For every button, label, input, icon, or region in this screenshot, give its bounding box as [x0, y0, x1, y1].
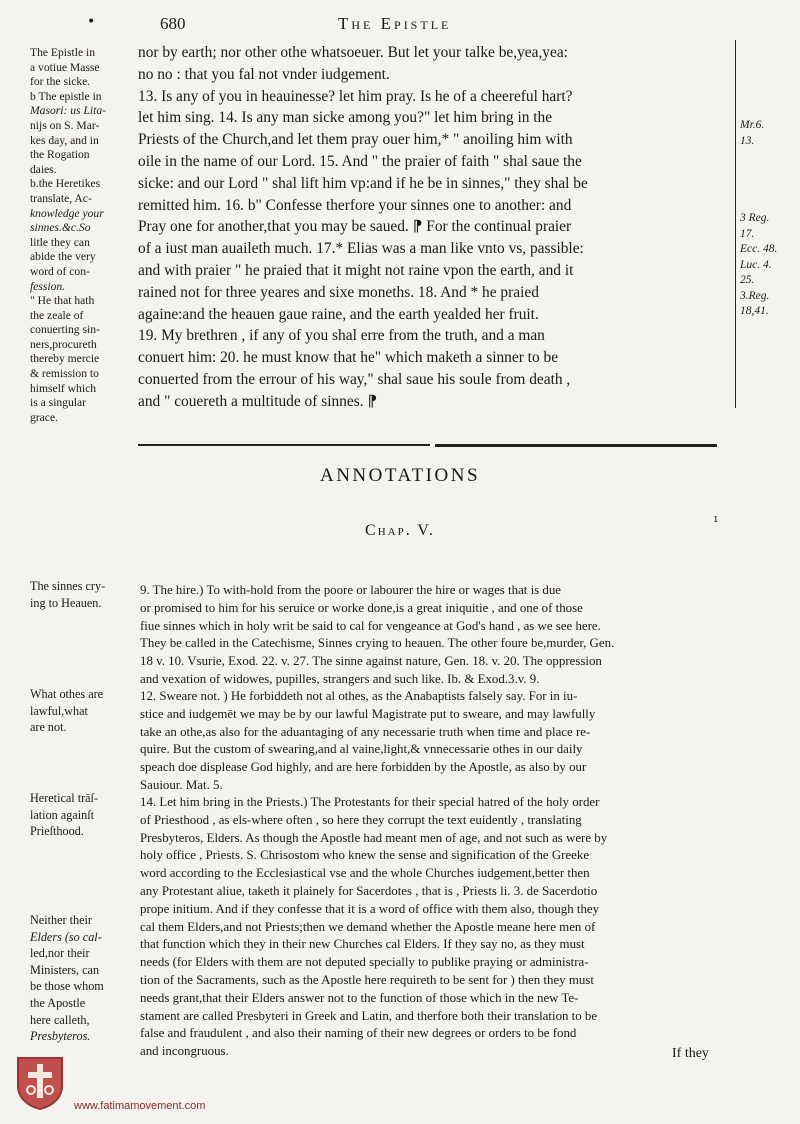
annotation-line: 12. Sweare not. ) He forbiddeth not al othes, as the Anabaptists falsely say. For in iu- [140, 689, 578, 703]
annotation-line: tion of the Sacraments, such as the Apostle here requireth to be sent for ) then they must [140, 972, 594, 987]
reference-line [740, 165, 796, 181]
annotation-line: or promised to him for his seruice or worke done,is a great iniquitie , and one of those [140, 600, 583, 615]
annotations-title: ANNOTATIONS [319, 465, 481, 486]
reference-line: 18,41. [740, 305, 769, 317]
margin-note-line: ing to Heauen. [30, 595, 102, 610]
margin-note-othes [30, 686, 138, 736]
margin-note-line: here calleth, [30, 1012, 90, 1027]
reference-line: 3.Reg. [740, 289, 770, 302]
annotation-line: word according to the Ecclesiastical vse and the whole Churches iudgement,better then [140, 866, 590, 881]
text-line: 13. Is any of you in heauinesse? let him pray. Is he of a cheereful hart? [138, 87, 573, 105]
annotation-line: Sauiour. Mat. 5. [140, 777, 223, 792]
page-number: 680 [160, 14, 186, 33]
running-head: The Epistle [338, 14, 452, 33]
annotation-line: that function which they in their new Churches cal Elders. If they say no, as they must [140, 937, 585, 952]
margin-note-line: Heretical trāſ- [30, 791, 99, 805]
footer-url: www.fatimamovement.com [74, 1100, 206, 1112]
separator-rule [435, 444, 717, 447]
margin-note-line: a votiue Masse [30, 60, 100, 74]
print-mark: ı [714, 512, 718, 525]
margin-note-line: Prieſthood. [30, 824, 84, 839]
margin-note-line: nijs on S. Mar- [30, 118, 100, 132]
margin-note-line: knowledge your [30, 206, 104, 220]
margin-note-line: " He that hath [30, 294, 95, 308]
margin-note-line: & remission to [30, 367, 99, 381]
text-line: let him sing. 14. Is any man sicke among you?" let him bring in the [138, 109, 553, 127]
margin-note-line: Elders (so cal- [30, 929, 102, 944]
annotation-line: quire. But the custom of swearing,and al vaine,light,& vnnecessarie othes in our daily [140, 742, 583, 757]
annotation-line: 9. The hire.) To with-hold from the poore or labourer the hire or wages that is due [140, 583, 562, 597]
margin-note-line: translate, Ac- [30, 191, 92, 205]
text-line: no no : that you fal not vnder iudgement. [138, 65, 390, 83]
reference-line: 3 Reg. [740, 212, 770, 224]
annotation-line: and incongruous. [140, 1044, 229, 1059]
margin-note-line: conuerting sin- [30, 323, 100, 337]
annotation-line: Presbyteros, Elders. As though the Apostle had meant men of age, and not such as were by [140, 830, 608, 845]
annotation-line: 14. Let him bring in the Priests.) The Protestants for their special hatred of the holy order [140, 795, 600, 809]
annotation-line: stice and iudgemēt we may be by our lawful Magistrate put to sweare, and may lawfully [140, 706, 596, 721]
margin-note-line: be those whom [30, 979, 104, 994]
annotation-line: stament are called Presbyteri in Greek and Latin, and therfore both their translation to be [140, 1008, 598, 1023]
reference-line [740, 149, 796, 165]
annotation-line: They be called in the Catechisme, Sinnes crying to heauen. The other foure be,murder, Gen. [140, 636, 615, 651]
margin-note-line: litle they can [30, 235, 90, 249]
separator-rule [138, 444, 430, 446]
annotation-priests [140, 794, 730, 1061]
margin-note-line: lawful,what [30, 703, 88, 718]
margin-note-line: the zeale of [30, 308, 84, 322]
annotation-line: needs grant,that their Elders answer not to the function of those which in the new Te- [140, 990, 579, 1005]
text-line: Pray one for another,that you may be saued. ⁋ For the continual praier [138, 218, 572, 236]
text-line: of a iust man auaileth much. 17.* Elias was a man like vnto vs, passible: [138, 240, 584, 258]
margin-note-line: thereby mercie [30, 352, 100, 366]
text-line: rained not for three yeares and sixe moneths. 18. And * he praied [138, 283, 539, 301]
margin-note-line: b.the Heretikes [30, 177, 101, 191]
header-dot: • [87, 14, 96, 30]
annotation-line: 18 v. 10. Vsurie, Exod. 22. v. 27. The sinne against nature, Gen. 18. v. 20. The oppression [140, 654, 602, 669]
margin-note-line: grace. [30, 410, 58, 424]
text-line: and with praier " he praied that it might not raine vpon the earth, and it [138, 261, 574, 279]
annotation-line: false and fraudulent , and also their naming of their new degrees or orders to be fond [140, 1026, 577, 1041]
margin-note-line: sinnes.&c.So [30, 221, 91, 235]
reference-line: 25. [740, 274, 755, 286]
margin-note-elders [30, 912, 138, 1045]
annotation-line: any Protestant aliue, taketh it plainely for Sacerdotes , that is , Priests li. 3. de Sacerdotio [140, 883, 598, 898]
left-margin-notes-top [30, 46, 136, 425]
annotation-line: take an othe,as also for the aduantaging of any necessarie truth when time and place re- [140, 724, 591, 739]
margin-note-heretical [30, 790, 138, 840]
margin-note-line: fession. [30, 279, 66, 293]
margin-note-line: the Rogation [30, 148, 90, 162]
margin-note-line: What othes are [30, 687, 104, 701]
annotation-line: holy office , Priests. S. Chrisostom who knew the sense and signification of the Greeke [140, 848, 590, 863]
reference-line: 17. [740, 227, 755, 240]
text-line: oile in the name of our Lord. 15. And " the praier of faith " shal saue the [138, 152, 582, 170]
margin-rule [735, 40, 736, 408]
reference-line: Ecc. 48. [740, 243, 778, 255]
annotation-line: of Priesthood , as els-where often , so here they corrupt the text euidently , translating [140, 812, 582, 827]
right-margin-references [740, 118, 796, 320]
reference-line: Luc. 4. [740, 258, 772, 271]
text-line: remitted him. 16. b" Confesse therfore your sinnes one to another: and [138, 196, 572, 214]
text-line: Priests of the Church,and let them pray ouer him,* " anoiling him with [138, 131, 573, 149]
text-line: sicke: and our Lord " shal lift him vp:and if he be in sinnes," they shal be [138, 174, 588, 192]
margin-note-line: the Apostle [30, 995, 86, 1010]
margin-note-line: abide the very [30, 250, 96, 264]
annotation-line: cal them Elders,and not Priests;then we demand whether the Apostle meane here men of [140, 919, 596, 934]
reference-line [740, 196, 796, 212]
margin-note-line: Neither their [30, 913, 92, 927]
margin-note-line: The sinnes cry- [30, 579, 106, 593]
text-line: conuert him: 20. he must know that he" which maketh a sinner to be [138, 349, 559, 367]
text-line: conuerted from the errour of his way," shal saue his soule from death , [138, 370, 571, 388]
text-line: againe:and the heauen gaue raine, and the earth yealded her fruit. [138, 305, 539, 323]
text-line: and " couereth a multitude of sinnes. ⁋ [138, 392, 378, 410]
margin-note-line: Presbyteros. [30, 1029, 91, 1044]
annotation-line: fiue sinnes which in holy writ be said to cal for vengeance at God's hand , as we see here. [140, 618, 601, 633]
annotation-line: needs (for Elders with them are not deputed specially to publike praying or administra- [140, 955, 589, 970]
seal-logo-icon [14, 1052, 66, 1110]
reference-line: 13. [740, 134, 755, 147]
margin-note-line: is a singular [30, 396, 87, 410]
reference-line: Mr.6. [740, 119, 765, 131]
margin-note-line: led,nor their [30, 946, 90, 961]
margin-note-line: Masori: us Lita- [30, 104, 107, 118]
annotation-line: prope initium. And if they confesse that it is a word of office with them also, though they [140, 901, 600, 916]
margin-note-line: lation againſt [30, 807, 94, 822]
annotation-line: and vexation of widowes, pupilles, strangers and such like. Ib. & Exod.3.v. 9. [140, 671, 540, 686]
annotation-sweare [140, 688, 730, 795]
margin-note-line: word of con- [30, 264, 90, 278]
margin-note-line: himself which [30, 381, 97, 395]
catchword: If they [672, 1046, 709, 1061]
margin-note-line: daies. [30, 162, 57, 176]
margin-note-line: ners,procureth [30, 337, 97, 351]
text-line: 19. My brethren , if any of you shal erre from the truth, and a man [138, 327, 545, 345]
margin-note-line: The Epistle in [30, 46, 96, 59]
reference-line [740, 180, 796, 196]
annotation-line: speach doe displease God highly, and are here forbidden by the Apostle, as also by our [140, 760, 587, 775]
margin-note-line: b The epistle in [30, 89, 102, 103]
margin-note-sins-crying [30, 578, 138, 611]
chapter-title: Chap. V. [365, 522, 435, 539]
scripture-text [138, 42, 728, 413]
margin-note-line: kes day, and in [30, 133, 99, 147]
annotation-hire [140, 582, 730, 689]
margin-note-line: are not. [30, 720, 67, 735]
margin-note-line: Ministers, can [30, 962, 100, 977]
text-line: nor by earth; nor other othe whatsoeuer. But let your talke be,yea,yea: [138, 44, 568, 61]
margin-note-line: for the sicke. [30, 75, 91, 89]
